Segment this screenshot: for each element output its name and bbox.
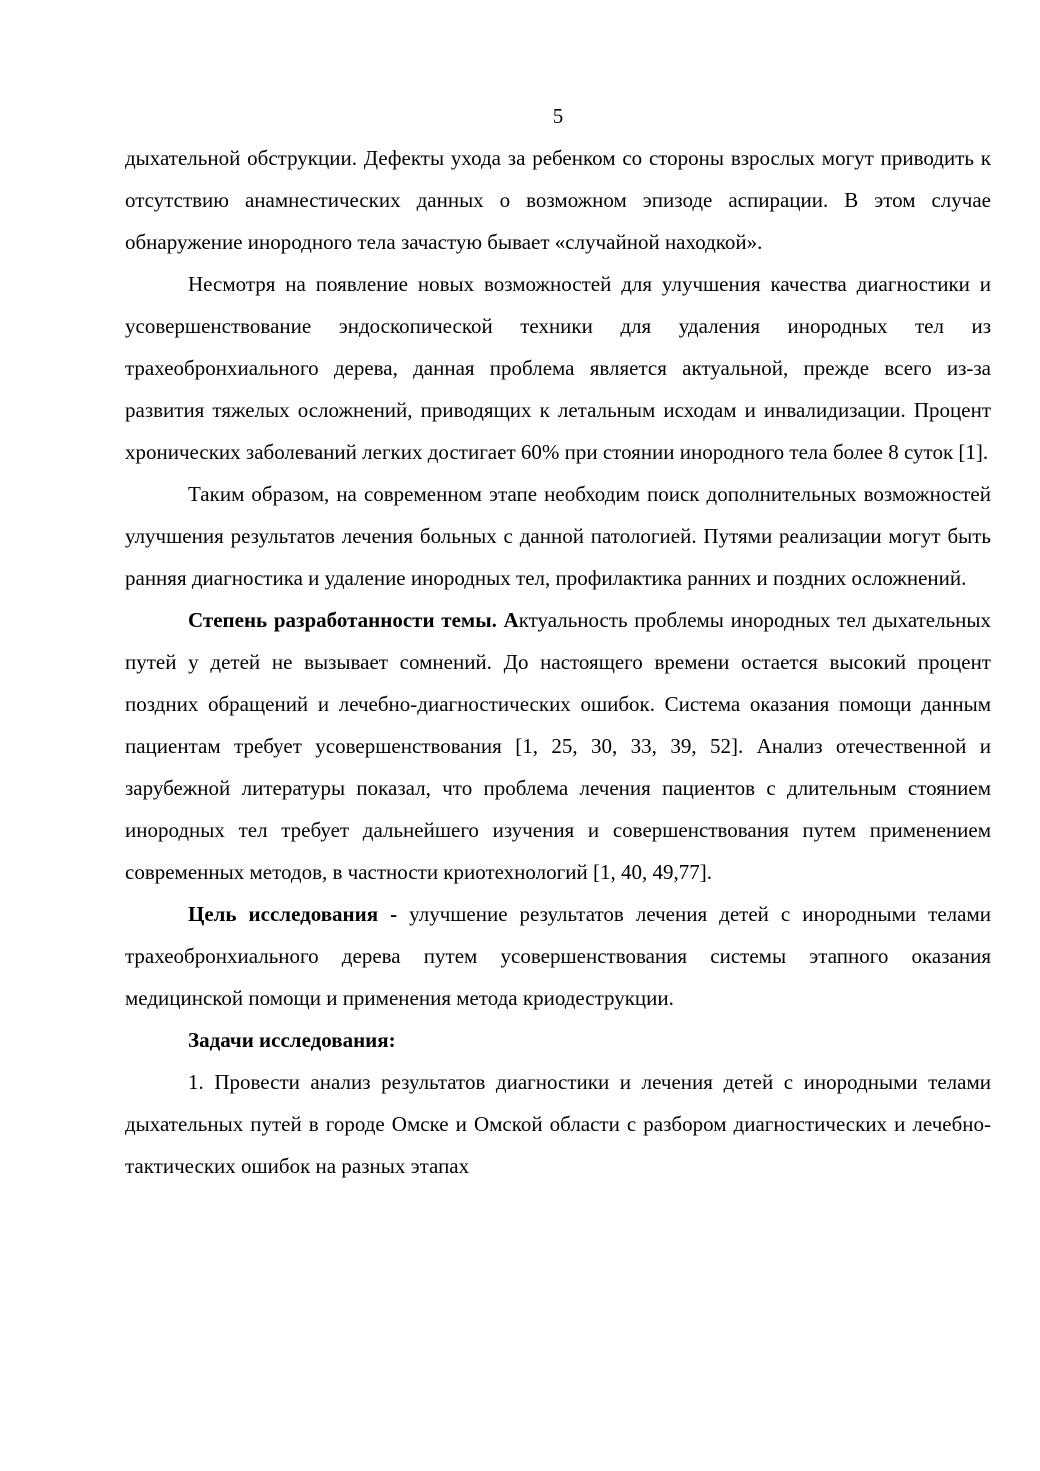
paragraph-development-degree (125, 599, 991, 893)
document-body (125, 137, 991, 1187)
heading-development-degree: Степень разработанности темы. А (188, 608, 519, 632)
paragraph-research-goal (125, 893, 991, 1019)
list-item-task-1: 1. Провести анализ результатов диагностики и лечения детей с инородными телами дыхательных путей в городе Омске и Омской области с разбором диагностических и лечебно-тактических ошибок на разных этапах (125, 1070, 991, 1178)
heading-research-goal: Цель исследования - (188, 902, 398, 926)
text-research-goal: улучшение результатов лечения детей с инородными телами трахеобронхиального дерева путем усовершенствования системы этапного оказания медицинской помощи и применения метода криодеструкции. (125, 902, 991, 1010)
text-development-degree: ктуальность проблемы инородных тел дыхательных путей у детей не вызывает сомнений. До настоящего времени остается высокий процент поздних обращений и лечебно-диагностических ошибок. Система оказания помощи данным пациентам требует усовершенствования [1, 25, 30, 33, 39, 52]. Анализ отечественной и зарубежной литературы показал, что проблема лечения пациентов с длительным стоянием инородных тел требует дальнейшего изучения и совершенствования путем применением современных методов, в частности криотехнологий [1, 40, 49,77]. (125, 608, 992, 884)
paragraph-relevance: Несмотря на появление новых возможностей для улучшения качества диагностики и усовершенствование эндоскопической техники для удаления инородных тел из трахеобронхиального дерева, данная проблема является актуальной, прежде всего из-за развития тяжелых осложнений, приводящих к летальным исходам и инвалидизации. Процент хронических заболеваний легких достигает 60% при стоянии инородного тела более 8 суток [1]. (125, 272, 991, 464)
paragraph-conclusion: Таким образом, на современном этапе необходим поиск дополнительных возможностей улучшения результатов лечения больных с данной патологией. Путями реализации могут быть ранняя диагностика и удаление инородных тел, профилактика ранних и поздних осложнений. (125, 482, 991, 590)
paragraph-intro-continuation: дыхательной обструкции. Дефекты ухода за ребенком со стороны взрослых могут приводить к отсутствию анамнестических данных о возможном эпизоде аспирации. В этом случае обнаружение инородного тела зачастую бывает «случайной находкой». (125, 146, 991, 254)
heading-research-tasks: Задачи исследования: (188, 1028, 396, 1052)
page-number: 5 (552, 104, 564, 128)
